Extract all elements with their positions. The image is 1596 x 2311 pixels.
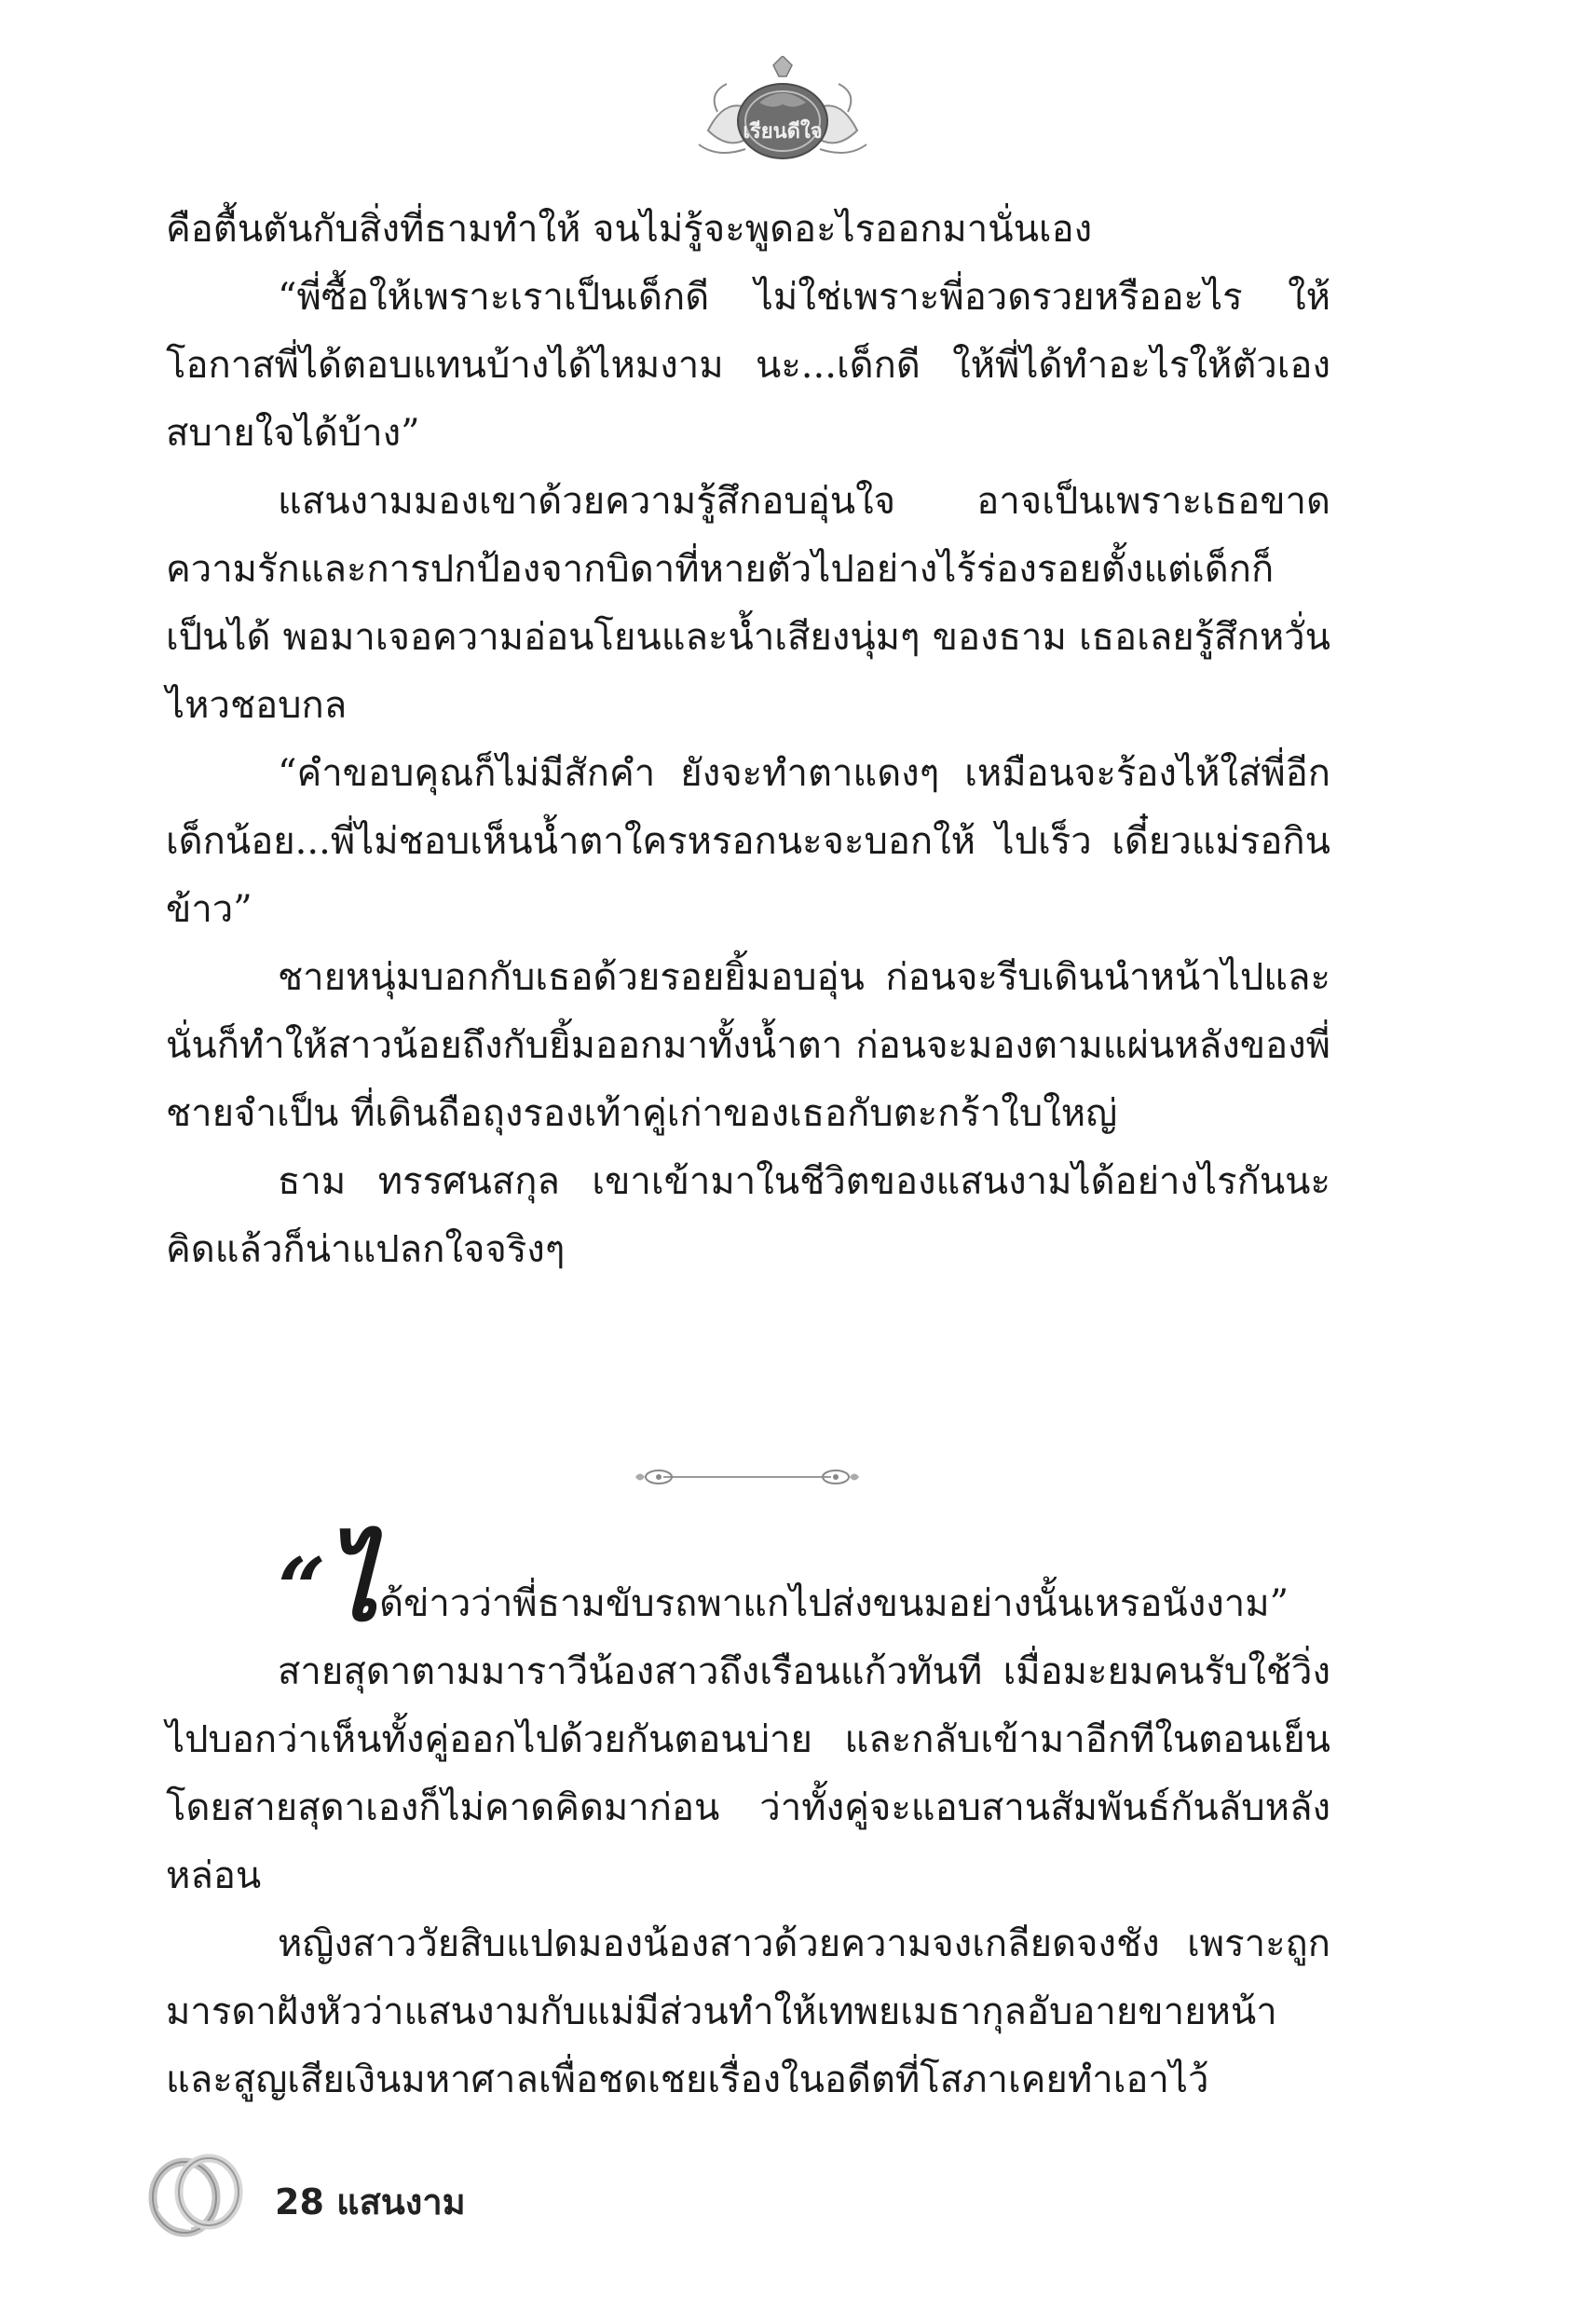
paragraph: แสนงามมองเขาด้วยความรู้สึกอบอุ่นใจ อาจเป็นเพราะเธอขาดความรักและการปกป้องจากบิดาที่หายตัวไปอย่างไร้ร่องรอยตั้งแต่เด็กก็เป็นได้ พอมาเจอความอ่อนโยนและน้ำเสียงนุ่มๆ ของธาม เธอเลยรู้สึกหวั่นไหวชอบกล <box>166 480 1330 727</box>
dropcap-paragraph <box>166 1524 1330 1644</box>
paragraph: คือตื้นตันกับสิ่งที่ธามทำให้ จนไม่รู้จะพูดอะไรออกมานั่นเอง <box>166 208 1093 251</box>
ornamental-divider-icon <box>626 1463 868 1491</box>
dropcap-letter: ไ <box>325 1524 378 1644</box>
body-text-lower-paragraphs <box>166 1638 1330 2114</box>
logo-label: เรียนดีใจ <box>743 120 823 144</box>
body-text-upper <box>166 196 1330 1284</box>
page-number: 28 <box>275 2181 324 2222</box>
paragraph: “คำขอบคุณก็ไม่มีสักคำ ยังจะทำตาแดงๆ เหมือนจะร้องไห้ใส่พี่อีกเด็กน้อย...พี่ไม่ชอบเห็นน้ำตาใครหรอกนะจะบอกให้ ไปเร็ว เดี๋ยวแม่รอกินข้าว” <box>166 752 1330 931</box>
page-footer <box>140 2143 531 2246</box>
paragraph: สายสุดาตามมาราวีน้องสาวถึงเรือนแก้วทันที เมื่อมะยมคนรับใช้วิ่งไปบอกว่าเห็นทั้งคู่ออกไปด้วยกันตอนบ่าย และกลับเข้ามาอีกทีในตอนเย็น โดยสายสุดาเองก็ไม่คาดคิดมาก่อน ว่าทั้งคู่จะแอบสานสัมพันธ์กันลับหลังหล่อน <box>166 1650 1330 1897</box>
paragraph: หญิงสาววัยสิบแปดมองน้องสาวด้วยความจงเกลียดจงชัง เพราะถูกมารดาฝังหัวว่าแสนงามกับแม่มีส่วนทำให้เทพยเมธากุลอับอายขายหน้าและสูญเสียเงินมหาศาลเพื่อชดเชยเรื่องในอดีตที่โสภาเคยทำเอาไว้ <box>166 1922 1330 2101</box>
body-text-lower <box>166 1524 1330 2114</box>
wedding-rings-icon <box>140 2143 252 2246</box>
footer-label <box>275 2173 466 2230</box>
paragraph: ธาม ทรรศนสกุล เขาเข้ามาในชีวิตของแสนงามได้อย่างไรกันนะคิดแล้วก็น่าแปลกใจจริงๆ <box>166 1160 1330 1271</box>
ornamental-crest-icon <box>689 56 876 177</box>
paragraph: “พี่ซื้อให้เพราะเราเป็นเด็กดี ไม่ใช่เพราะพี่อวดรวยหรืออะไร ให้โอกาสพี่ได้ตอบแทนบ้างได้ไหมงาม นะ...เด็กดี ให้พี่ได้ทำอะไรให้ตัวเองสบายใจได้บ้าง” <box>166 276 1330 455</box>
paragraph: ชายหนุ่มบอกกับเธอด้วยรอยยิ้มอบอุ่น ก่อนจะรีบเดินนำหน้าไปและนั่นก็ทำให้สาวน้อยถึงกับยิ้มออกมาทั้งน้ำตา ก่อนจะมองตามแผ่นหลังของพี่ชายจำเป็น ที่เดินถือถุงรองเท้าคู่เก่าของเธอกับตะกร้าใบใหญ่ <box>166 956 1330 1135</box>
dropcap-rest: ด้ข่าวว่าพี่ธามขับรถพาแกไปส่งขนมอย่างนั้นเหรอนังงาม” <box>379 1582 1289 1625</box>
dropcap-quote: “ <box>278 1539 326 1638</box>
book-title: แสนงาม <box>336 2181 466 2222</box>
